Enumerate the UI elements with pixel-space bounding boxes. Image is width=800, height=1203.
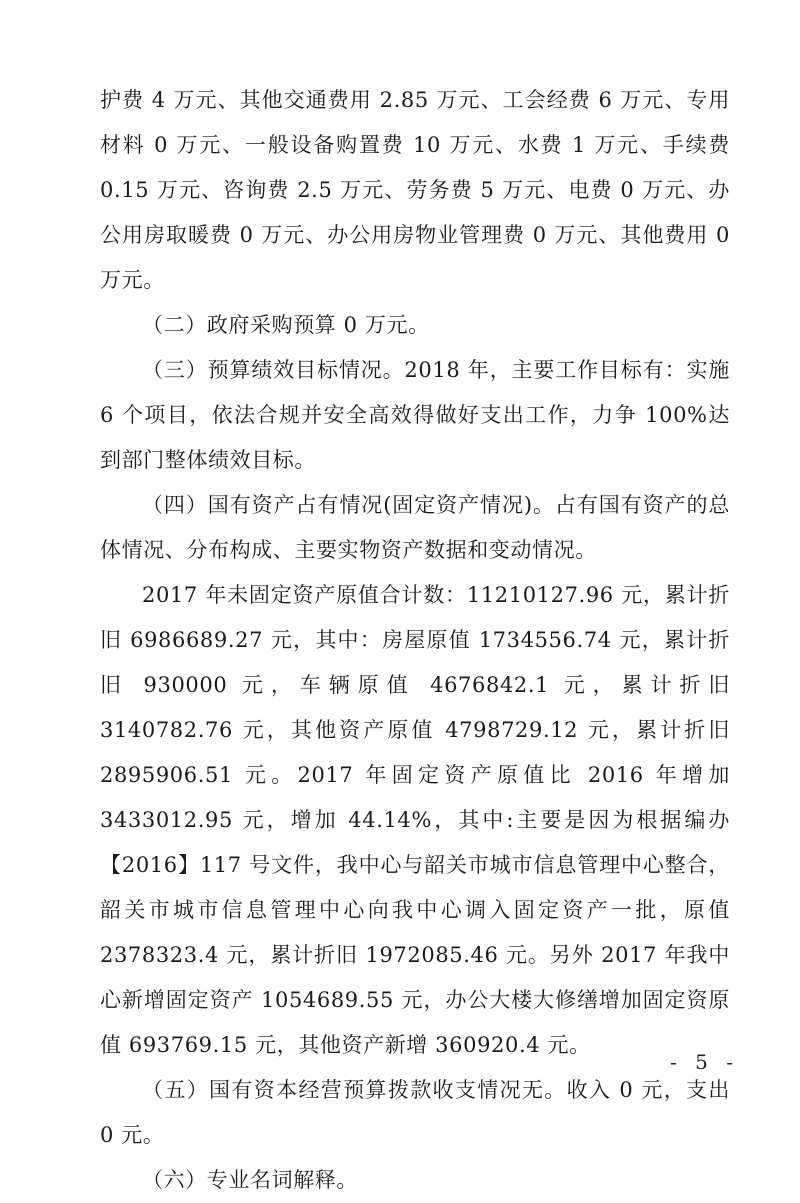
paragraph-performance-goals: （三）预算绩效目标情况。2018 年，主要工作目标有：实施 6 个项目，依法合规并安全高效得做好支出工作，力争 100%达到部门整体绩效目标。: [100, 358, 730, 472]
document-body: [100, 78, 730, 1203]
paragraph-fixed-assets-detail: 2017 年未固定资产原值合计数：11210127.96 元，累计折旧 6986689.27 元，其中：房屋原值 1734556.74 元，累计折旧 930000 元，车辆原值 4676842.1 元，累计折旧 3140782.76 元，其他资产原值 4798729.12 元，累计折旧 2895906.51 元。2017 年固定资产原值比 2016 年增加 3433012.95 元，增加 44.14%，其中:主要是因为根据编办【2016】117 号文件，我中心与韶关市城市信息管理中心整合，韶关市城市信息管理中心向我中心调入固定资产一批，原值 2378323.4 元，累计折旧 1972085.46 元。另外 2017 年我中心新增固定资产 1054689.55 元，办公大楼大修缮增加固定资原值 693769.15 元，其他资产新增 360920.4 元。: [100, 583, 730, 1057]
paragraph-state-assets: （四）国有资产占有情况(固定资产情况)。占有国有资产的总体情况、分布构成、主要实物资产数据和变动情况。: [100, 493, 730, 562]
paragraph-government-procurement: （二）政府采购预算 0 万元。: [142, 313, 430, 337]
paragraph-expense-list: 护费 4 万元、其他交通费用 2.85 万元、工会经费 6 万元、专用材料 0 万元、一般设备购置费 10 万元、水费 1 万元、手续费 0.15 万元、咨询费 2.5 万元、劳务费 5 万元、电费 0 万元、办公用房取暖费 0 万元、办公用房物业管理费 0 万元、其他费用 0 万元。: [100, 88, 730, 292]
page-number: - 5 -: [670, 1050, 739, 1074]
paragraph-terminology: （六）专业名词解释。: [142, 1168, 358, 1192]
paragraph-capital-budget: （五）国有资本经营预算拨款收支情况无。收入 0 元，支出 0 元。: [100, 1078, 730, 1147]
